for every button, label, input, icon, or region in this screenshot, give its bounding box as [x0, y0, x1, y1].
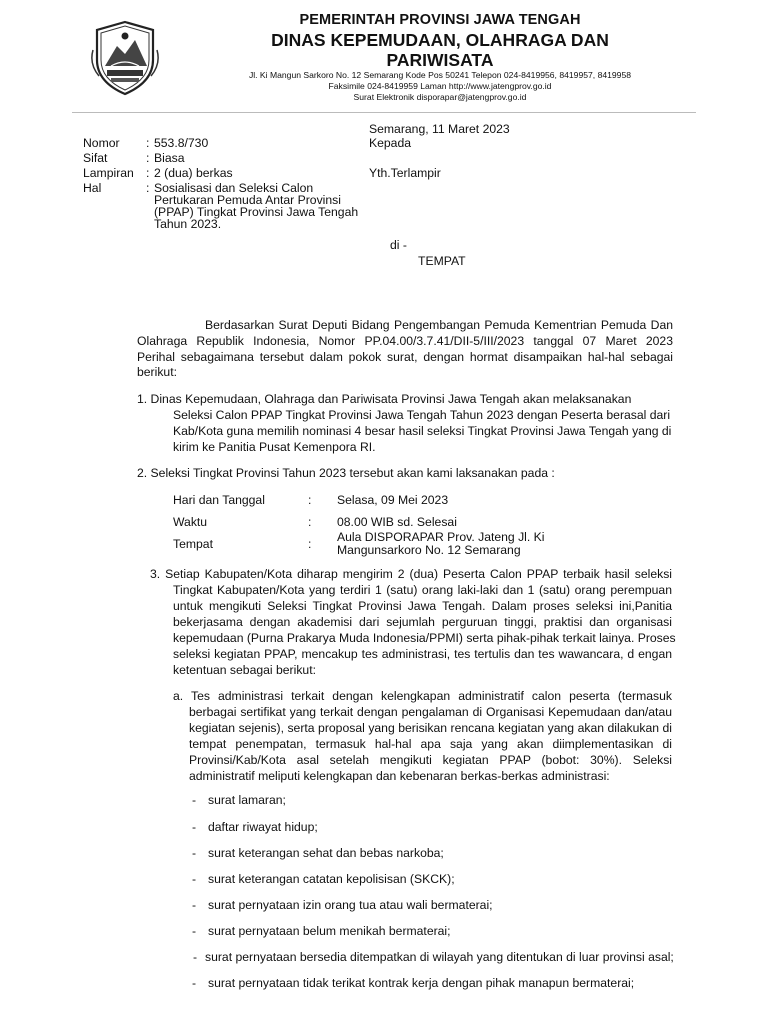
recipient-value: Yth.Terlampir	[369, 166, 441, 180]
list-dash: -	[192, 793, 197, 807]
intro-line: Berdasarkan Surat Deputi Bidang Pengembangan Pemuda Kementrian Pemuda Dan	[205, 318, 673, 332]
hal-line: Sosialisasi dan Seleksi Calon	[154, 181, 314, 195]
colon: :	[146, 166, 150, 180]
requirement-item: surat pernyataan izin orang tua atau wali bermaterai;	[208, 898, 493, 912]
colon: :	[146, 181, 150, 195]
list-dash: -	[192, 924, 197, 938]
list-dash: -	[192, 872, 197, 886]
schedule-time-value: 08.00 WIB sd. Selesai	[337, 515, 457, 529]
point3a-line: administratif meliputi kelengkapan dan kebenaran berkas-berkas administrasi:	[189, 769, 610, 783]
letterhead-fax-web: Faksimile 024-8419959 Laman http://www.jatengprov.go.id	[328, 81, 552, 91]
list-dash: -	[192, 846, 197, 860]
point3-line: Tingkat Kabupaten/Kota yang terdiri 1 (satu) orang laki-laki dan 1 (satu) orang perempuan	[173, 583, 672, 597]
point3-line: bekerjasama dengan akademisi dari sejumlah perguruan tinggi, praktisi dan organisasi	[173, 615, 672, 629]
colon: :	[308, 537, 312, 551]
requirement-item: surat pernyataan belum menikah bermaterai;	[208, 924, 451, 938]
hal-line: Tahun 2023.	[154, 217, 222, 231]
schedule-day-label: Hari dan Tanggal	[173, 493, 265, 507]
requirement-item: surat lamaran;	[208, 793, 286, 807]
letterhead-government: PEMERINTAH PROVINSI JAWA TENGAH	[299, 12, 581, 28]
colon: :	[308, 515, 312, 529]
sifat-label: Sifat	[83, 151, 108, 165]
point1-line: Kab/Kota guna memilih nominasi 4 besar hasil seleksi Tingkat Provinsi Jawa Tengah yang di	[173, 424, 672, 438]
hal-line: Pertukaran Pemuda Antar Provinsi	[154, 193, 341, 207]
point3-line: kepemudaan (Purna Prakarya Muda Indonesia/PPMI) serta pihak-pihak terkait lainya. Proses	[173, 631, 676, 645]
point3a-line: berbagai sertifikat yang terkait dengan pengalaman di Organisasi Kepemudaan dan/atau	[189, 705, 672, 719]
list-dash: -	[192, 976, 197, 990]
province-emblem-logo	[91, 20, 159, 96]
point3-line: ketentuan sebagai berikut:	[173, 663, 316, 677]
point3a-line: kegiatan sejenis), serta proposal yang berisikan rencana kegiatan yang akan dilakukan di	[189, 721, 672, 735]
requirement-item: surat keterangan sehat dan bebas narkoba;	[208, 846, 444, 860]
colon: :	[146, 136, 150, 150]
sifat-value: Biasa	[154, 151, 185, 165]
schedule-place-value: Aula DISPORAPAR Prov. Jateng Jl. Ki	[337, 530, 545, 544]
intro-line: Perihal sebagaimana tersebut dalam pokok surat, dengan hormat disampaikan hal-hal sebagai	[137, 350, 673, 364]
location-di: di -	[390, 238, 407, 252]
point3a-line: a. Tes administrasi terkait dengan kelengkapan administratif calon peserta (termasuk	[173, 689, 672, 703]
hal-label: Hal	[83, 181, 102, 195]
requirement-item: daftar riwayat hidup;	[208, 820, 318, 834]
nomor-value: 553.8/730	[154, 136, 209, 150]
intro-line: berikut:	[137, 365, 177, 379]
list-dash: -	[193, 950, 198, 964]
schedule-time-label: Waktu	[173, 515, 208, 529]
schedule-place-label: Tempat	[173, 537, 213, 551]
list-dash: -	[192, 898, 197, 912]
recipient-label: Kepada	[369, 136, 412, 150]
point1-line: kirim ke Panitia Pusat Kemenpora RI.	[173, 440, 376, 454]
colon: :	[146, 151, 150, 165]
point1-line: Seleksi Calon PPAP Tingkat Provinsi Jawa Tengah Tahun 2023 dengan Peserta berasal dari	[173, 408, 671, 422]
letterhead-address: Jl. Ki Mangun Sarkoro No. 12 Semarang Kode Pos 50241 Telepon 024-8419956, 8419957, 8419958	[248, 70, 632, 80]
lampiran-label: Lampiran	[83, 166, 134, 180]
point3a-line: Provinsi/Kab/Kota asal setelah mengikuti kegiatan PPAP (bobot: 30%). Seleksi	[189, 753, 672, 767]
schedule-day-value: Selasa, 09 Mei 2023	[337, 493, 449, 507]
letterhead-agency-cont: PARIWISATA	[386, 50, 494, 70]
requirement-item: surat keterangan catatan kepolisisan (SKCK);	[208, 872, 455, 886]
intro-line: Olahraga Republik Indonesia, Nomor PP.04.00/3.7.41/DII-5/III/2023 tanggal 07 Maret 2023	[137, 334, 673, 348]
letterhead-email: Surat Elektronik disporapar@jatengprov.go.id	[353, 92, 527, 102]
requirement-item: surat pernyataan tidak terikat kontrak kerja dengan pihak manapun bermaterai;	[208, 976, 635, 990]
hal-line: (PPAP) Tingkat Provinsi Jawa Tengah	[154, 205, 359, 219]
location-tempat: TEMPAT	[418, 254, 466, 268]
point3-line: 3. Setiap Kabupaten/Kota diharap mengirim 2 (dua) Peserta Calon PPAP terbaik hasil seleksi	[150, 567, 672, 581]
lampiran-value: 2 (dua) berkas	[154, 166, 233, 180]
schedule-place-value: Mangunsarkoro No. 12 Semarang	[337, 543, 521, 557]
letter-date: Semarang, 11 Maret 2023	[369, 122, 510, 136]
letterhead-divider	[72, 112, 696, 113]
point3a-line: tempat penempatan, termasuk hal-hal apa saja yang akan diimplementasikan di	[189, 737, 672, 751]
point3-line: seleksi kegiatan PPAP, mencakup tes administrasi, tes tertulis dan tes wawancara, d engan	[173, 647, 672, 661]
requirement-item: surat pernyataan bersedia ditempatkan di wilayah yang ditentukan di luar provinsi asal;	[205, 950, 674, 964]
point3-line: untuk mengikuti Seleksi Tingkat Provinsi Jawa Tengah. Dalam proses seleksi ini,Panitia	[173, 599, 672, 613]
nomor-label: Nomor	[83, 136, 120, 150]
list-dash: -	[192, 820, 197, 834]
colon: :	[308, 493, 312, 507]
point2-line: 2. Seleksi Tingkat Provinsi Tahun 2023 tersebut akan kami laksanakan pada :	[137, 466, 555, 480]
letterhead-agency: DINAS KEPEMUDAAN, OLAHRAGA DAN	[271, 30, 609, 50]
point1-line: 1. Dinas Kepemudaan, Olahraga dan Pariwisata Provinsi Jawa Tengah akan melaksanakan	[137, 392, 632, 406]
